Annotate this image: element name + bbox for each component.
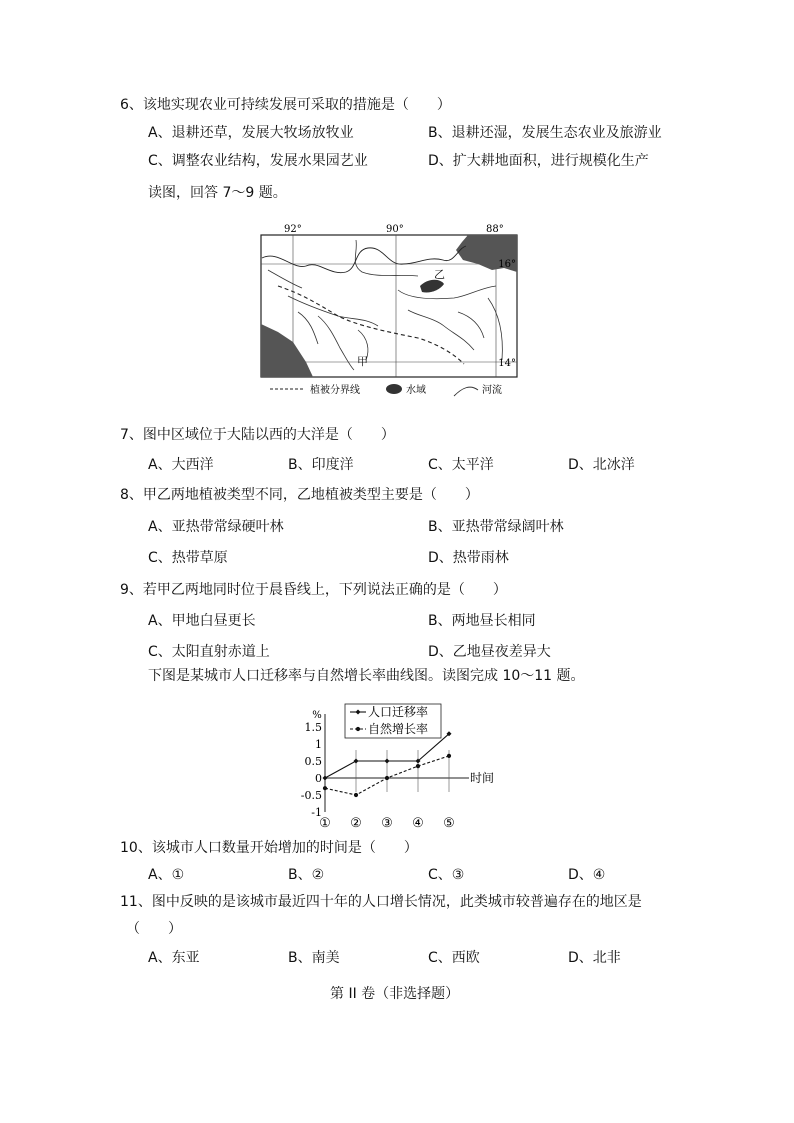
lat-label-14: 14° <box>498 358 516 369</box>
q11-stem: 11、图中反映的是该城市最近四十年的人口增长情况，此类城市较普遍存在的地区是 <box>120 894 642 910</box>
data-point <box>447 754 451 758</box>
y-tick-label: -0.5 <box>300 789 322 802</box>
q11-paren: （ ） <box>126 921 182 937</box>
x-axis-label: 时间 <box>470 771 495 785</box>
q6-option-a: A、退耕还草，发展大牧场放牧业 <box>148 125 354 141</box>
map-figure <box>258 220 523 400</box>
q6-stem: 6、该地实现农业可持续发展可采取的措施是（ ） <box>120 97 451 113</box>
q6-option-c: C、调整农业结构，发展水果园艺业 <box>148 153 368 169</box>
x-tick-label: ① <box>319 816 331 831</box>
q6-option-b: B、退耕还湿，发展生态农业及旅游业 <box>428 125 662 141</box>
data-point <box>323 786 327 790</box>
place-yi: 乙 <box>434 268 445 281</box>
lat-label-16: 16° <box>498 259 516 270</box>
intro-7-9: 读图，回答 7～9 题。 <box>148 185 287 201</box>
q7-option-d: D、北冰洋 <box>568 457 635 473</box>
q8-option-a: A、亚热带常绿硬叶林 <box>148 519 284 535</box>
y-tick-label: -1 <box>311 806 322 819</box>
q10-option-c: C、③ <box>428 867 465 883</box>
x-tick-label: ③ <box>381 816 393 831</box>
data-point <box>354 759 359 764</box>
q9-option-d: D、乙地昼夜差异大 <box>428 644 551 660</box>
q8-stem: 8、甲乙两地植被类型不同，乙地植被类型主要是（ ） <box>120 487 479 503</box>
data-point <box>385 759 390 764</box>
q6-option-d: D、扩大耕地面积，进行规模化生产 <box>428 153 649 169</box>
q9-option-a: A、甲地白昼更长 <box>148 613 256 629</box>
q8-option-c: C、热带草原 <box>148 550 228 566</box>
q9-option-c: C、太阳直射赤道上 <box>148 644 270 660</box>
lon-label-90: 90° <box>386 224 404 235</box>
q9-option-b: B、两地昼长相同 <box>428 613 536 629</box>
q7-stem: 7、图中区域位于大陆以西的大洋是（ ） <box>120 427 395 443</box>
section-2-title: 第 II 卷（非选择题） <box>330 986 460 1002</box>
data-point <box>385 776 389 780</box>
place-jia: 甲 <box>357 355 368 368</box>
q10-option-a: A、① <box>148 867 185 883</box>
y-tick-label: 1.5 <box>304 721 322 734</box>
x-tick-label: ④ <box>412 816 424 831</box>
y-tick-label: 0 <box>315 772 322 785</box>
q11-option-b: B、南美 <box>288 950 340 966</box>
q10-option-d: D、④ <box>568 867 606 883</box>
x-tick-label: ② <box>350 816 362 831</box>
q7-option-b: B、印度洋 <box>288 457 354 473</box>
q7-option-c: C、太平洋 <box>428 457 494 473</box>
legend-marker-1 <box>356 727 360 731</box>
q7-option-a: A、大西洋 <box>148 457 214 473</box>
data-point <box>323 776 328 781</box>
x-tick-label: ⑤ <box>443 816 455 831</box>
q8-option-b: B、亚热带常绿阔叶林 <box>428 519 564 535</box>
legend-label-1: 自然增长率 <box>368 722 429 736</box>
q11-option-d: D、北非 <box>568 950 621 966</box>
q10-stem: 10、该城市人口数量开始增加的时间是（ ） <box>120 840 418 856</box>
q9-stem: 9、若甲乙两地同时位于晨昏线上，下列说法正确的是（ ） <box>120 582 507 598</box>
q8-option-d: D、热带雨林 <box>428 550 509 566</box>
y-tick-label: 1 <box>315 738 322 751</box>
data-point <box>416 764 420 768</box>
lon-label-88: 88° <box>486 224 504 235</box>
q11-option-a: A、东亚 <box>148 950 200 966</box>
legend-river: 河流 <box>482 385 502 396</box>
population-chart <box>300 700 500 835</box>
y-axis-unit: % <box>312 710 322 721</box>
intro-10-11: 下图是某城市人口迁移率与自然增长率曲线图。读图完成 10～11 题。 <box>148 668 585 684</box>
y-tick-label: 0.5 <box>304 755 322 768</box>
data-point <box>354 793 358 797</box>
q10-option-b: B、② <box>288 867 325 883</box>
legend-label-0: 人口迁移率 <box>368 705 429 719</box>
q11-option-c: C、西欧 <box>428 950 480 966</box>
lon-label-92: 92° <box>284 224 302 235</box>
legend-boundary: 植被分界线 <box>310 385 360 396</box>
legend-water: 水域 <box>406 385 426 396</box>
